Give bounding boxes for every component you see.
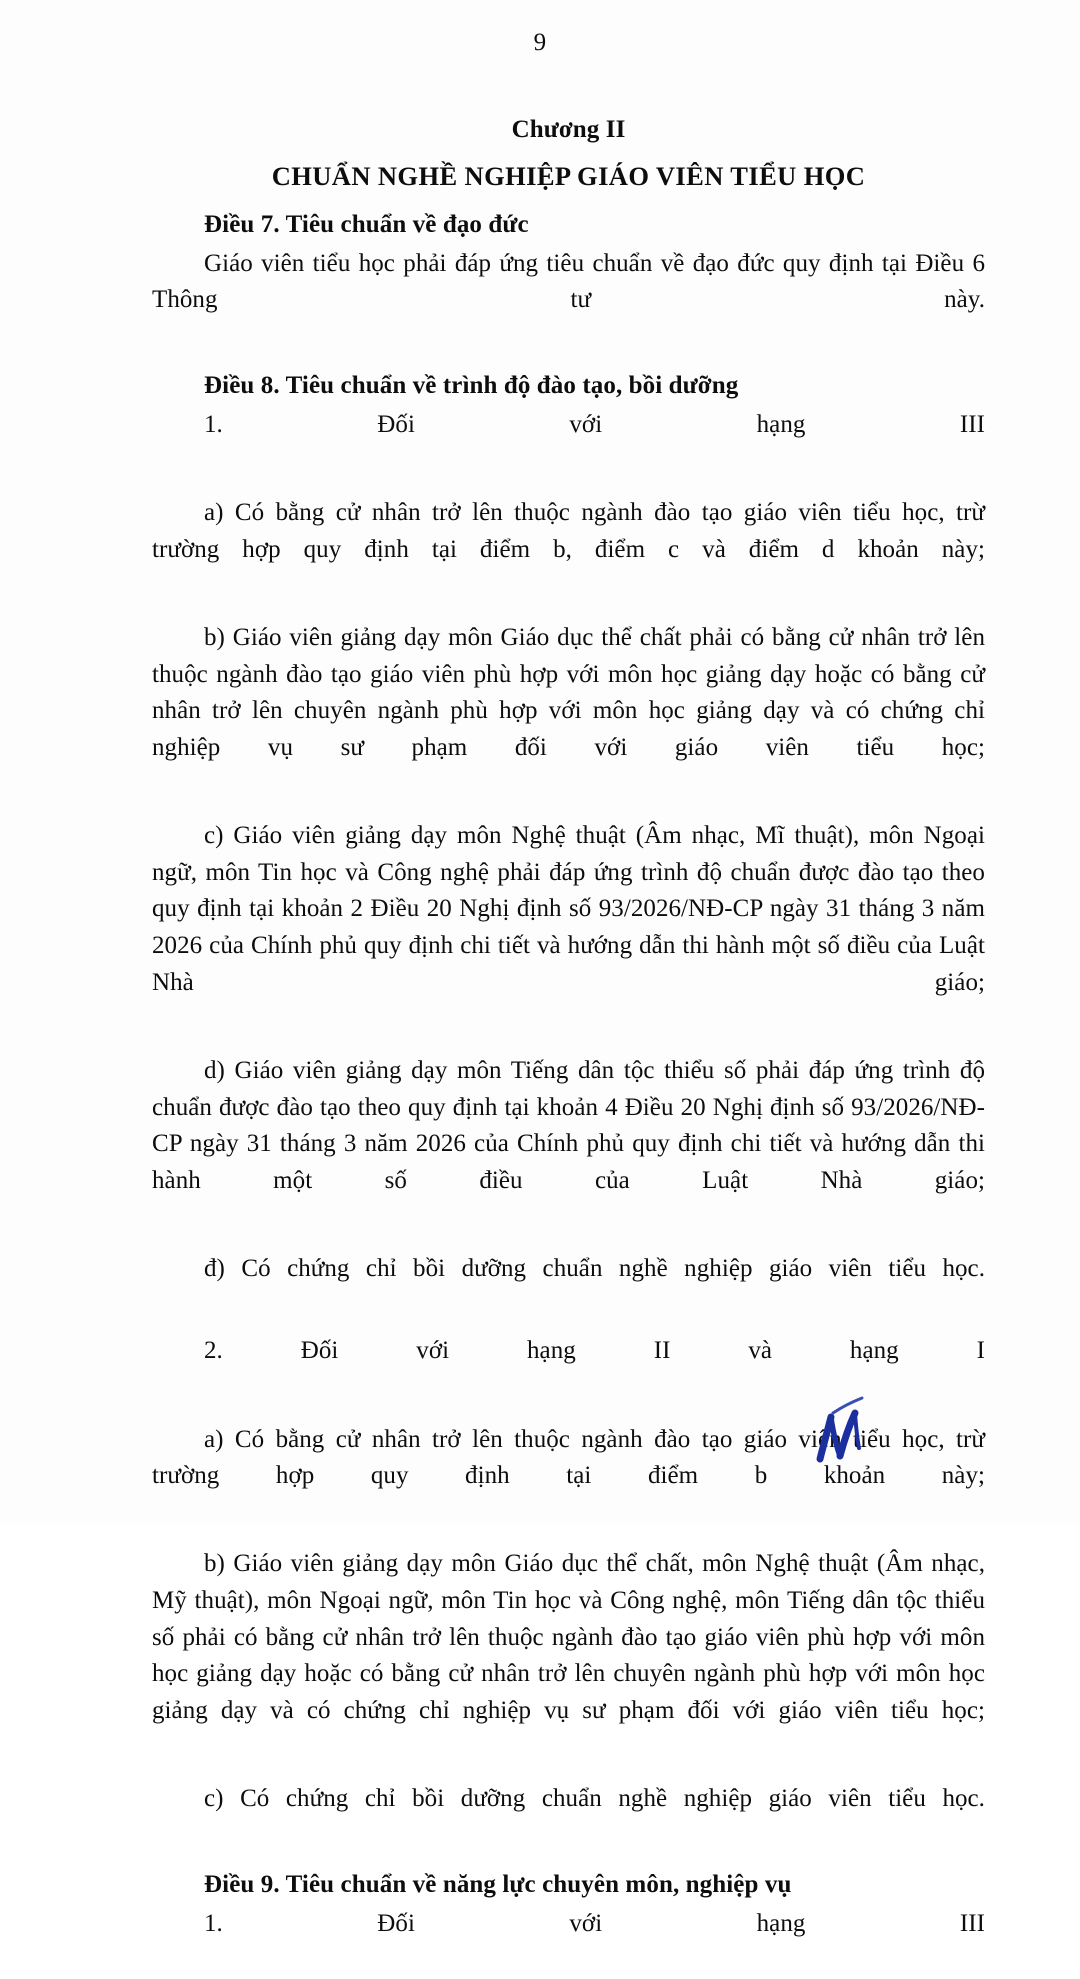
article-8-clause-1-item-d: d) Giáo viên giảng dạy môn Tiếng dân tộc thiểu số phải đáp ứng trình độ chuẩn được đào tạo theo quy định tại khoản 4 Điều 20 Nghị định số 93/2026/NĐ-CP ngày 31 tháng 3 năm 2026 của Chính phủ quy định chi tiết và hướng dẫn thi hành một số điều của Luật Nhà giáo; (152, 1056, 985, 1194)
article-8-clause-1-label: 1. Đối với hạng III (204, 410, 985, 438)
document-body (152, 113, 985, 1979)
article-9-heading: Điều 9. Tiêu chuẩn về năng lực chuyên môn, nghiệp vụ (204, 1871, 792, 1899)
article-8-clause-2-item-b: b) Giáo viên giảng dạy môn Giáo dục thể chất, môn Nghệ thuật (Âm nhạc, Mỹ thuật), môn Ngoại ngữ, môn Tin học và Công nghệ, môn Tiếng dân tộc thiểu số phải có bằng cử nhân trở lên thuộc ngành đào tạo giáo viên phù hợp với môn học giảng dạy hoặc có bằng cử nhân trở lên chuyên ngành phù hợp với môn học giảng dạy và có chứng chỉ nghiệp vụ sư phạm đối với giáo viên tiểu học; (152, 1550, 985, 1724)
article-8-clause-1-item-a: a) Có bằng cử nhân trở lên thuộc ngành đào tạo giáo viên tiểu học, trừ trường hợp quy định tại điểm b, điểm c và điểm d khoản này; (152, 499, 985, 563)
chapter-title: CHUẨN NGHỀ NGHIỆP GIÁO VIÊN TIỂU HỌC (271, 160, 866, 191)
chapter-label: Chương II (511, 116, 626, 143)
article-8-heading: Điều 8. Tiêu chuẩn về trình độ đào tạo, bồi dưỡng (204, 372, 739, 400)
article-8-clause-1-item-dd: đ) Có chứng chỉ bồi dưỡng chuẩn nghề nghiệp giáo viên tiểu học. (204, 1255, 985, 1283)
article-8-clause-1-item-b: b) Giáo viên giảng dạy môn Giáo dục thể chất phải có bằng cử nhân trở lên thuộc ngành đào tạo giáo viên phù hợp với môn học giảng dạy hoặc có bằng cử nhân trở lên chuyên ngành phù hợp với môn học giảng dạy và có chứng chỉ nghiệp vụ sư phạm đối với giáo viên tiểu học; (152, 624, 985, 761)
article-8-clause-2-label: 2. Đối với hạng II và hạng I (204, 1337, 985, 1365)
page-number: 9 (533, 29, 547, 56)
article-7-body: Giáo viên tiểu học phải đáp ứng tiêu chuẩn về đạo đức quy định tại Điều 6 Thông tư này. (152, 249, 985, 314)
article-8-clause-2-item-c: c) Có chứng chỉ bồi dưỡng chuẩn nghề nghiệp giáo viên tiểu học. (204, 1785, 985, 1813)
article-9-clause-1-label: 1. Đối với hạng III (204, 1909, 985, 1937)
article-8-clause-2-item-a: a) Có bằng cử nhân trở lên thuộc ngành đào tạo giáo viên tiểu học, trừ trường hợp quy định tại điểm b khoản này; (152, 1425, 985, 1490)
article-7-heading: Điều 7. Tiêu chuẩn về đạo đức (204, 211, 529, 239)
article-8-clause-1-item-c: c) Giáo viên giảng dạy môn Nghệ thuật (Âm nhạc, Mĩ thuật), môn Ngoại ngữ, môn Tin học và Công nghệ phải đáp ứng trình độ chuẩn được đào tạo theo quy định tại khoản 2 Điều 20 Nghị định số 93/2026/NĐ-CP ngày 31 tháng 3 năm 2026 của Chính phủ quy định chi tiết và hướng dẫn thi hành một số điều của Luật Nhà giáo; (152, 822, 985, 996)
